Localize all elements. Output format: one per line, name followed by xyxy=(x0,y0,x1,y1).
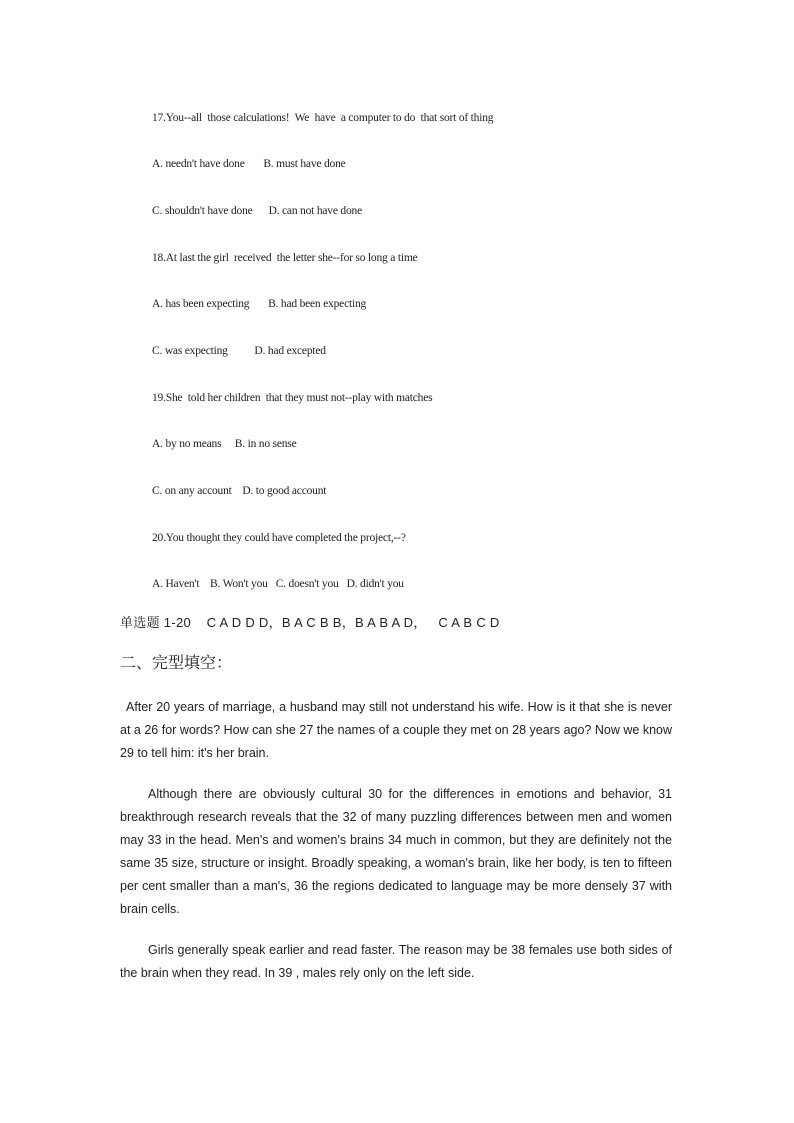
question-18-options-ab: A. has been expecting B. had been expecting xyxy=(152,298,367,310)
question-17-options-ab: A. needn't have done B. must have done xyxy=(152,158,346,170)
question-20-options: A. Haven't B. Won't you C. doesn't you D. didn't you xyxy=(152,578,404,590)
cloze-paragraph-1: After 20 years of marriage, a husband may still not understand his wife. How is it that she is never at a 26 for words? How can she 27 the names of a couple they met on 28 years ago? Now we know 29 to tell him: it's her brain. xyxy=(120,700,672,760)
question-18-stem: 18.At last the girl received the letter she--for so long a time xyxy=(152,252,418,264)
question-20-stem: 20.You thought they could have completed the project,--? xyxy=(152,532,406,544)
question-19-stem: 19.She told her children that they must not--play with matches xyxy=(152,392,433,404)
question-18-options-cd: C. was expecting D. had excepted xyxy=(152,345,326,357)
question-17-stem: 17.You--all those calculations! We have a computer to do that sort of thing xyxy=(152,112,494,124)
question-19-options-cd: C. on any account D. to good account xyxy=(152,485,327,497)
answer-key: 单选题 1-20 C A D D D，B A C B B，B A B A D， C A B C D xyxy=(120,615,500,630)
question-17-options-cd: C. shouldn't have done D. can not have done xyxy=(152,205,362,217)
section-title: 二、完型填空： xyxy=(120,653,233,672)
cloze-paragraph-2: Although there are obviously cultural 30 for the differences in emotions and behavior, 31 breakthrough research reveals that the 32 of many puzzling differences between men and women may 33 in the head. Men's and women's brains 34 much in common, but they are definitely not the same 35 size, structure or insight. Broadly speaking, a woman's brain, like her body, is ten to fifteen per cent smaller than a man's, 36 the regions dedicated to language may be more densely 37 with brain cells. xyxy=(120,787,672,916)
question-19-options-ab: A. by no means B. in no sense xyxy=(152,438,297,450)
cloze-paragraph-3: Girls generally speak earlier and read faster. The reason may be 38 females use both sides of the brain when they read. In 39 , males rely only on the left side. xyxy=(120,943,672,980)
